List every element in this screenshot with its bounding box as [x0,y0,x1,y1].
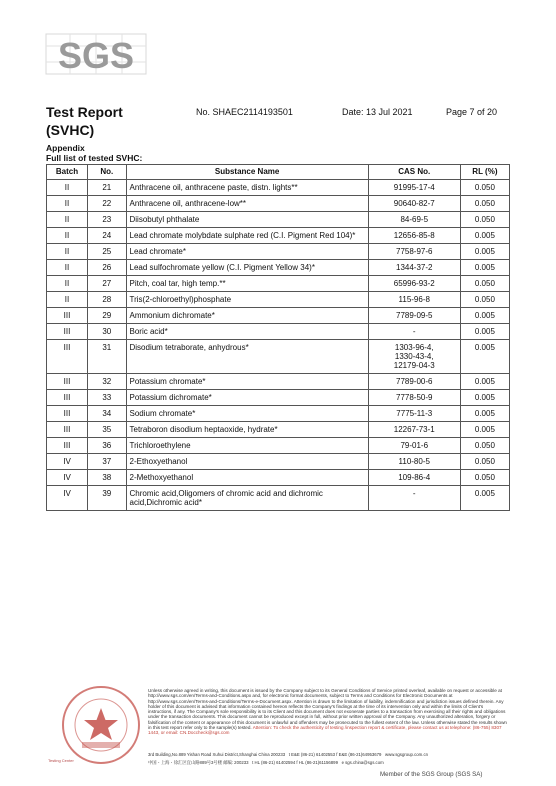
cell-substance: Lead chromate molybdate sulphate red (C.I. Pigment Red 104)* [126,228,368,244]
cell-substance: Pitch, coal tar, high temp.** [126,276,368,292]
cell-cas: 109-86-4 [368,470,460,486]
table-row [47,212,510,228]
cell-substance: Sodium chromate* [126,406,368,422]
cell-no: 23 [88,212,126,228]
cell-cas: 12656-85-8 [368,228,460,244]
cell-batch: III [47,324,88,340]
cell-no: 26 [88,260,126,276]
header-substance: Substance Name [126,165,368,180]
table-row [47,340,510,374]
cell-no: 36 [88,438,126,454]
cell-batch: II [47,196,88,212]
cell-substance: Anthracene oil, anthracene-low** [126,196,368,212]
cell-no: 29 [88,308,126,324]
cell-no: 25 [88,244,126,260]
cell-substance: Potassium chromate* [126,374,368,390]
report-date: Date: 13 Jul 2021 [342,107,413,117]
cell-cas: 7778-50-9 [368,390,460,406]
cell-substance: Diisobutyl phthalate [126,212,368,228]
address-line-en [148,752,428,757]
sgs-logo [44,28,148,80]
cell-batch: III [47,374,88,390]
cell-no: 28 [88,292,126,308]
table-row [47,324,510,340]
cell-batch: II [47,212,88,228]
member-statement: Member of the SGS Group (SGS SA) [380,771,483,778]
table-row [47,486,510,511]
logo-text: SGS [57,35,135,76]
cell-rl: 0.050 [460,470,509,486]
cell-no: 24 [88,228,126,244]
cell-cas: 90640-82-7 [368,196,460,212]
cell-batch: II [47,228,88,244]
cell-rl: 0.050 [460,196,509,212]
cell-cas: 1303-96-4, 1330-43-4, 12179-04-3 [368,340,460,374]
cell-cas: 1344-37-2 [368,260,460,276]
header-batch: Batch [47,165,88,180]
cell-substance: Lead sulfochromate yellow (C.I. Pigment Yellow 34)* [126,260,368,276]
cell-cas: - [368,324,460,340]
cell-rl: 0.050 [460,454,509,470]
appendix-heading: Appendix [46,143,85,153]
cell-cas: 7789-00-6 [368,374,460,390]
table-row [47,228,510,244]
attention-notice: Attention: To check the authenticity of testing /inspection report & certificate, please contact us at telephone: (86-755) 8307 1443, or email: CN.Doccheck@sgs.com [148,725,502,736]
cell-substance: 2-Methoxyethanol [126,470,368,486]
cell-rl: 0.050 [460,212,509,228]
cell-no: 34 [88,406,126,422]
report-number: No. SHAEC2114193501 [196,107,293,117]
cell-no: 39 [88,486,126,511]
cell-cas: 7758-97-6 [368,244,460,260]
report-subtitle: (SVHC) [46,122,95,138]
address-cn: 中国・上海・徐汇区宜山路889号3号楼 邮编: 200233 [148,760,249,765]
cell-no: 30 [88,324,126,340]
cell-rl: 0.050 [460,438,509,454]
cell-no: 27 [88,276,126,292]
cell-substance: Disodium tetraborate, anhydrous* [126,340,368,374]
cell-substance: Potassium dichromate* [126,390,368,406]
inspection-stamp [60,684,142,766]
table-row [47,180,510,196]
cell-batch: III [47,390,88,406]
table-row [47,196,510,212]
cell-substance: Trichloroethylene [126,438,368,454]
table-row [47,438,510,454]
table-row [47,292,510,308]
cell-substance: Chromic acid,Oligomers of chromic acid and dichromic acid,Dichromic acid* [126,486,368,511]
cell-cas: 7775-11-3 [368,406,460,422]
cell-cas: - [368,486,460,511]
cell-rl: 0.050 [460,180,509,196]
cell-batch: III [47,308,88,324]
cell-rl: 0.005 [460,308,509,324]
cell-substance: Tris(2-chloroethyl)phosphate [126,292,368,308]
cell-no: 22 [88,196,126,212]
website-link[interactable]: www.sgsgroup.com.cn [385,752,428,757]
stamp-caption: Testing Center [48,758,74,763]
cell-substance: Lead chromate* [126,244,368,260]
table-row [47,308,510,324]
cell-batch: III [47,406,88,422]
header-cas: CAS No. [368,165,460,180]
table-row [47,244,510,260]
cell-rl: 0.005 [460,260,509,276]
address-en: 3rd Building,No.889 Yishan Road Xuhui District,Shanghai China 200233 [148,752,286,757]
cell-batch: IV [47,486,88,511]
cell-no: 33 [88,390,126,406]
cell-rl: 0.050 [460,276,509,292]
cell-no: 31 [88,340,126,374]
table-row [47,470,510,486]
cell-batch: II [47,244,88,260]
cell-rl: 0.005 [460,374,509,390]
table-row [47,260,510,276]
cell-batch: IV [47,470,88,486]
table-row [47,454,510,470]
cell-no: 21 [88,180,126,196]
cell-substance: Boric acid* [126,324,368,340]
cell-batch: II [47,276,88,292]
cell-rl: 0.005 [460,486,509,511]
cell-rl: 0.005 [460,324,509,340]
tel-cn: t HL (86-21) 61402594 f HL (86-21)61156899 [252,760,338,765]
cell-batch: II [47,260,88,276]
cell-rl: 0.005 [460,244,509,260]
cell-cas: 91995-17-4 [368,180,460,196]
cell-cas: 79-01-6 [368,438,460,454]
cell-rl: 0.005 [460,228,509,244]
table-body [47,180,510,511]
disclaimer-text [148,688,508,736]
tel-en: t E&E (86-21) 61402553 f E&E (86-21)64953679 [288,752,382,757]
table-row [47,422,510,438]
table-row [47,276,510,292]
address-line-cn [148,760,384,766]
svhc-table [46,164,510,511]
cell-substance: 2-Ethoxyethanol [126,454,368,470]
cell-cas: 65996-93-2 [368,276,460,292]
cell-cas: 7789-09-5 [368,308,460,324]
page-number: Page 7 of 20 [446,107,498,117]
cell-no: 32 [88,374,126,390]
cell-cas: 84-69-5 [368,212,460,228]
cell-substance: Anthracene oil, anthracene paste, distn. lights** [126,180,368,196]
cell-cas: 115-96-8 [368,292,460,308]
cell-rl: 0.005 [460,422,509,438]
table-header-row [47,165,510,180]
cell-batch: II [47,180,88,196]
header-no: No. [88,165,126,180]
cell-cas: 110-80-5 [368,454,460,470]
cell-rl: 0.005 [460,340,509,374]
cell-batch: III [47,422,88,438]
cell-no: 37 [88,454,126,470]
list-heading: Full list of tested SVHC: [46,153,143,163]
cell-no: 38 [88,470,126,486]
table-row [47,406,510,422]
cell-cas: 12267-73-1 [368,422,460,438]
cell-rl: 0.005 [460,390,509,406]
cell-batch: II [47,292,88,308]
email-link[interactable]: e sgs.china@sgs.com [341,760,384,765]
cell-batch: IV [47,454,88,470]
cell-rl: 0.050 [460,292,509,308]
cell-no: 35 [88,422,126,438]
disclaimer-body: Unless otherwise agreed in writing, this document is issued by the Company subject to its General Conditions of Service printed overleaf, available on request or accessible at http://www.sgs.com/en/Terms-and-Conditions.aspx and, for electronic format documents, subject to Terms and Conditions for Electronic Documents at http://www.sgs.com/en/Terms-and-Conditions/Terms-e-Document.aspx. Attention is drawn to the limitation of liability, indemnification and jurisdiction issues defined therein. Any holder of this document is advised that information contained hereon reflects the Company's findings at the time of its intervention only and within the limits of Client's instructions, if any. The Company's sole responsibility is to its Client and this document does not exonerate parties to a transaction from exercising all their rights and obligations under the transaction documents. This document cannot be reproduced except in full, without prior written approval of the Company. Any unauthorized alteration, forgery or falsification of the content or appearance of this document is unlawful and offenders may be prosecuted to the fullest extent of the law. Unless otherwise stated the results shown in this test report refer only to the sample(s) tested. [148,688,507,731]
header-rl: RL (%) [460,165,509,180]
cell-batch: III [47,438,88,454]
cell-rl: 0.005 [460,406,509,422]
table-row [47,374,510,390]
table-row [47,390,510,406]
cell-substance: Ammonium dichromate* [126,308,368,324]
report-title: Test Report [46,104,123,120]
cell-substance: Tetraboron disodium heptaoxide, hydrate* [126,422,368,438]
cell-batch: III [47,340,88,374]
